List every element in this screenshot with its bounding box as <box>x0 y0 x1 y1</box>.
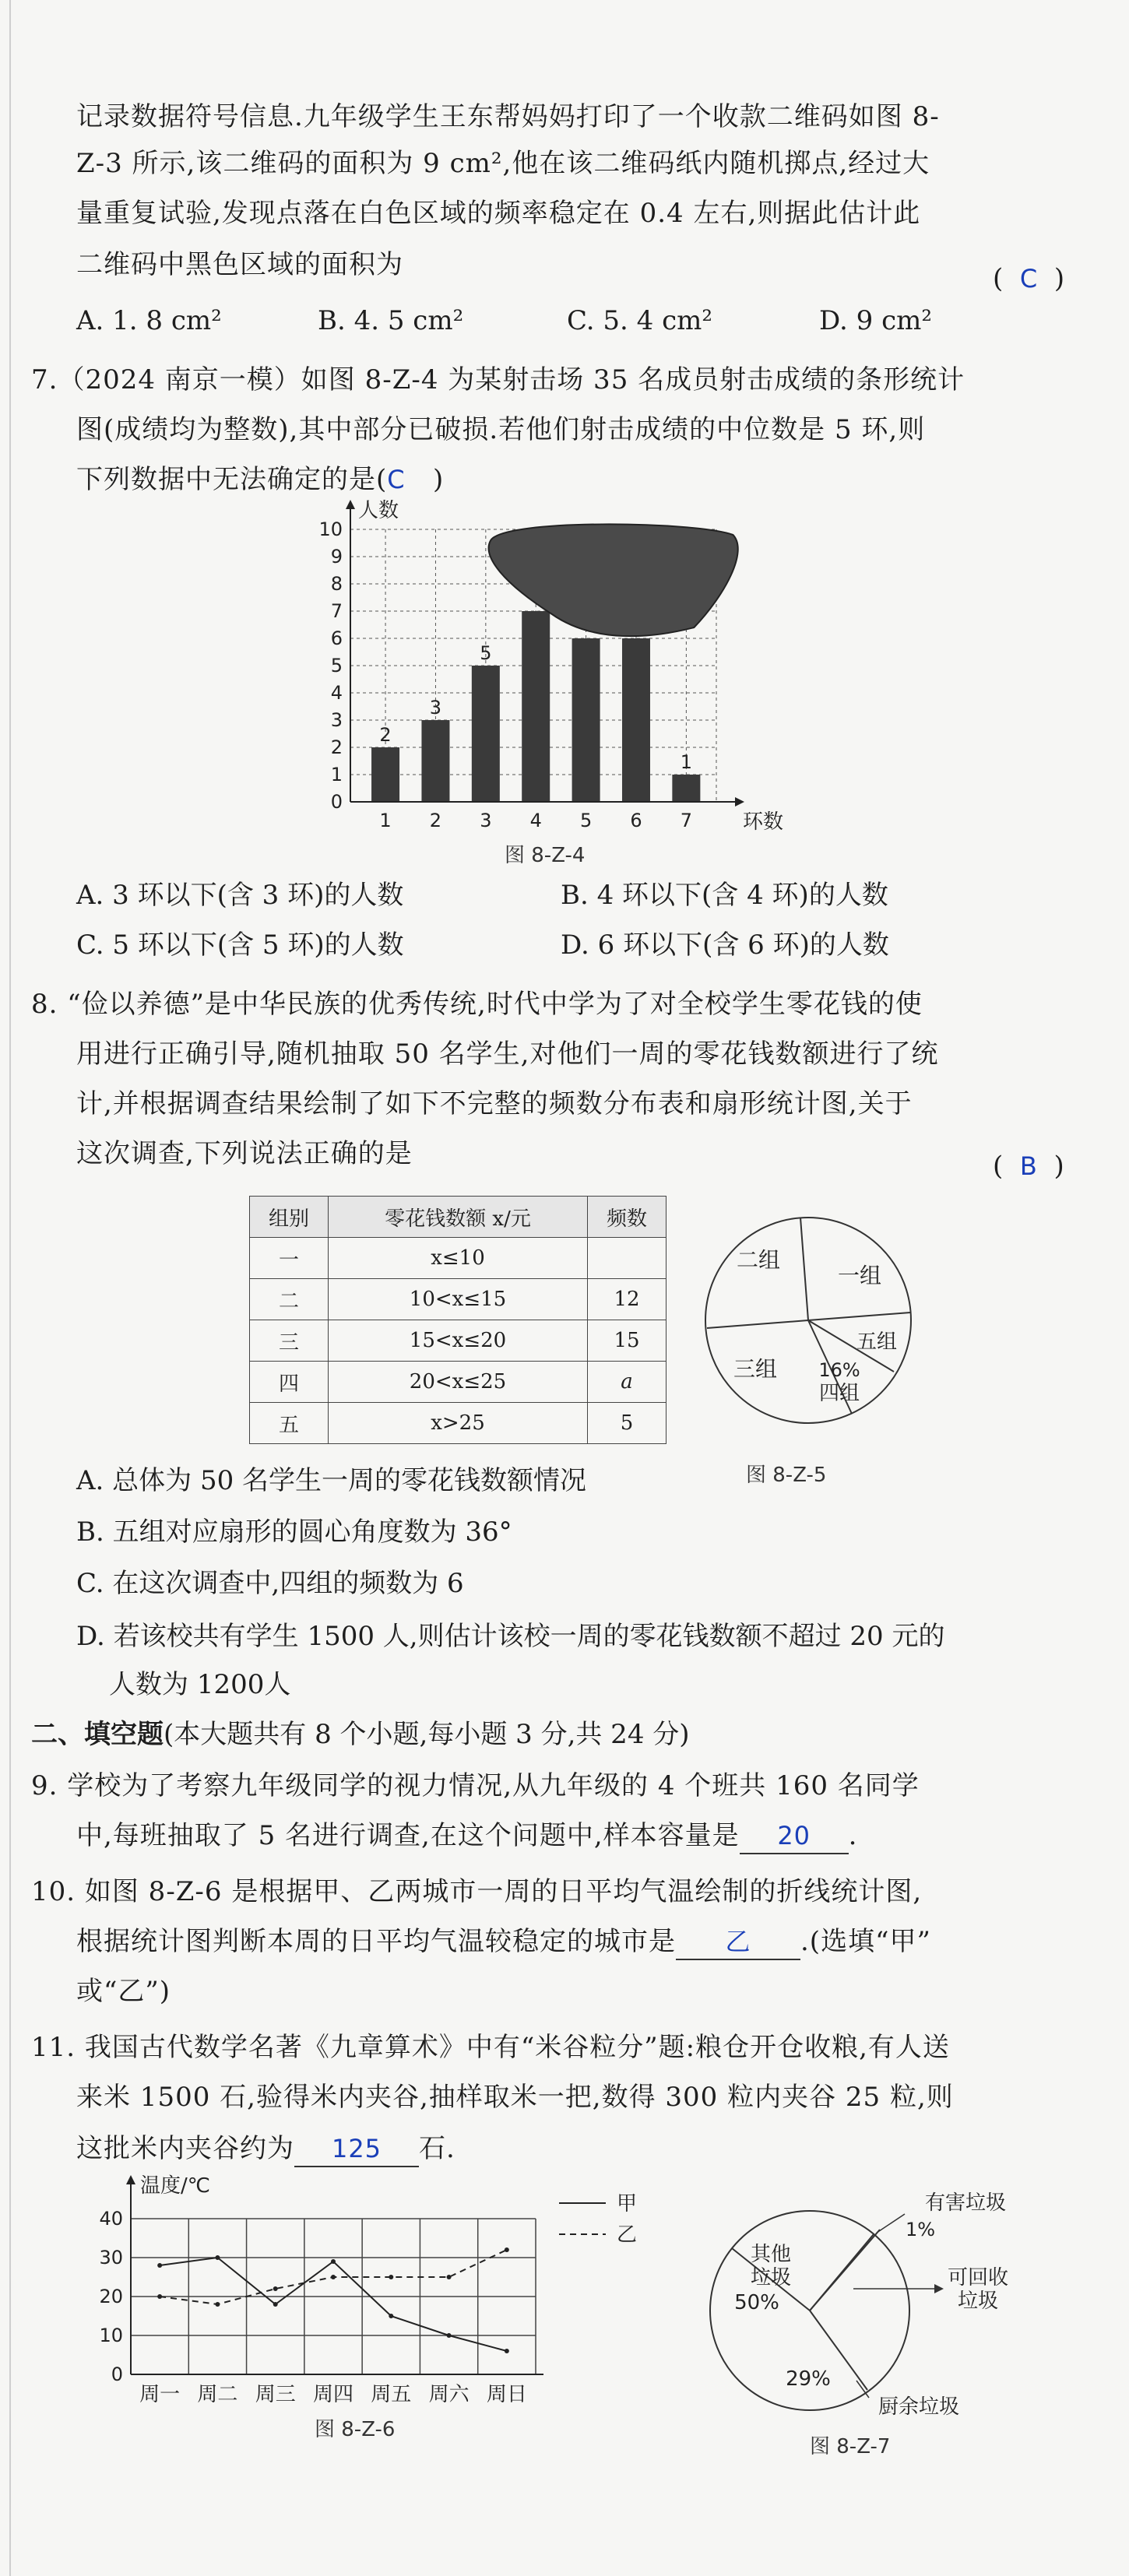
pie-divider <box>810 2230 880 2311</box>
q10-line-1: 10. 如图 8-Z-6 是根据甲、乙两城市一周的日平均气温绘制的折线统计图, <box>31 1876 923 1907</box>
q9-line-2: 中,每班抽取了 5 名进行调查,在这个问题中,样本容量是 20 . <box>76 1819 857 1854</box>
x-tick-label: 6 <box>630 810 642 831</box>
legend-label: 甲 <box>617 2192 638 2216</box>
table-cell: 12 <box>588 1279 666 1320</box>
pie-label: 厨余垃圾 <box>878 2395 960 2419</box>
bar-1 <box>371 747 399 802</box>
y-tick-label: 0 <box>330 791 343 813</box>
q7-line-1: 7.（2024 南京一模）如图 8-Z-4 为某射击场 35 名成员射击成绩的条形统计 <box>31 364 965 395</box>
pie-label: 三组 <box>733 1356 778 1382</box>
table-cell: 一 <box>250 1238 329 1279</box>
table-header-cell: 零花钱数额 x/元 <box>329 1197 588 1238</box>
table-cell: 五 <box>250 1403 329 1444</box>
y-tick-label: 1 <box>330 764 343 785</box>
x-tick-label: 2 <box>429 810 442 831</box>
pie-label: 其他 <box>750 2243 792 2266</box>
pie-divider <box>800 1218 808 1320</box>
pie-divider <box>707 1320 808 1328</box>
pie-label: 垃圾 <box>957 2290 999 2313</box>
q6-option-a: A. 1. 8 cm² <box>76 305 222 336</box>
x-axis-arrow-icon <box>735 797 744 807</box>
q6-option-b: B. 4. 5 cm² <box>318 305 464 336</box>
x-tick-label: 周日 <box>486 2383 527 2406</box>
bar-value-label: 3 <box>429 697 442 719</box>
bar-4 <box>522 611 550 802</box>
x-tick-label: 周一 <box>139 2383 181 2406</box>
data-point <box>273 2286 278 2291</box>
q8-answer-paren: ( B ) <box>993 1151 1064 1182</box>
x-tick-label: 4 <box>529 810 542 831</box>
y-tick-label: 7 <box>330 600 343 622</box>
q7-option-a: A. 3 环以下(含 3 环)的人数 <box>76 880 404 911</box>
pie-divider <box>808 1313 910 1320</box>
y-axis-label: 人数 <box>358 499 399 522</box>
bar-value-label: 2 <box>379 724 392 746</box>
data-point <box>157 2294 162 2299</box>
data-point <box>331 2275 336 2279</box>
x-tick-label: 周六 <box>428 2383 470 2406</box>
q7-option-d: D. 6 环以下(含 6 环)的人数 <box>561 930 889 961</box>
figure-caption-8-z-4: 图 8-Z-4 <box>505 844 586 867</box>
bar-chart-8-z-4 <box>296 498 794 833</box>
pie-pointer-line <box>877 2214 905 2233</box>
table-cell: 四 <box>250 1362 329 1403</box>
y-tick-label: 9 <box>330 546 343 568</box>
q8-line-4: 这次调查,下列说法正确的是 <box>76 1138 413 1169</box>
x-tick-label: 5 <box>579 810 593 831</box>
q10-line-3: 或“乙”) <box>76 1976 171 2007</box>
q6-option-d: D. 9 cm² <box>819 305 933 336</box>
q6-line-3: 量重复试验,发现点落在白色区域的频率稳定在 0.4 左右,则据此估计此 <box>76 198 921 229</box>
table-header-cell: 频数 <box>588 1197 666 1238</box>
pie-label: 四组 <box>818 1382 860 1405</box>
pie-chart-8-z-5 <box>684 1196 941 1445</box>
data-point <box>215 2255 220 2260</box>
figure-caption-8-z-6: 图 8-Z-6 <box>315 2418 396 2441</box>
data-point <box>157 2263 162 2268</box>
q8-line-1: 8. “俭以养德”是中华民族的优秀传统,时代中学为了对全校学生零花钱的使 <box>31 989 923 1020</box>
page-edge-line <box>9 0 11 2576</box>
x-tick-label: 周三 <box>255 2383 296 2406</box>
section-title: 二、填空题(本大题共有 8 个小题,每小题 3 分,共 24 分) <box>31 1719 690 1750</box>
pie-label: 1% <box>905 2219 936 2240</box>
q6-line-1: 记录数据符号信息.九年级学生王东帮妈妈打印了一个收款二维码如图 8- <box>76 101 940 132</box>
q8-line-3: 计,并根据调查结果绘制了如下不完整的频数分布表和扇形统计图,关于 <box>76 1088 913 1119</box>
bar-3 <box>472 666 500 802</box>
table-header-cell: 组别 <box>250 1197 329 1238</box>
table-cell: x≤10 <box>329 1238 588 1279</box>
y-tick-label: 40 <box>99 2208 123 2230</box>
x-tick-label: 7 <box>680 810 693 831</box>
data-point <box>447 2275 452 2279</box>
data-point <box>273 2302 278 2307</box>
q11-line-1: 11. 我国古代数学名著《九章算术》中有“米谷粒分”题:粮仓开仓收粮,有人送 <box>31 2032 950 2063</box>
line-chart-8-z-6 <box>84 2172 676 2413</box>
table-row <box>250 1238 666 1279</box>
q8-option-b: B. 五组对应扇形的圆心角度数为 36° <box>76 1516 512 1548</box>
y-tick-label: 10 <box>99 2325 123 2346</box>
y-tick-label: 5 <box>330 655 343 677</box>
x-tick-label: 3 <box>480 810 492 831</box>
pie-label: 有害垃圾 <box>924 2191 1007 2215</box>
table-cell: 二 <box>250 1279 329 1320</box>
q7-option-b: B. 4 环以下(含 4 环)的人数 <box>561 880 888 911</box>
q11-line-3: 这批米内夹谷约为 125 石. <box>76 2131 455 2167</box>
pie-label: 一组 <box>837 1263 882 1288</box>
table-cell: 20<x≤25 <box>329 1362 588 1403</box>
pie-label: 五组 <box>856 1330 898 1354</box>
y-axis-label: 温度/℃ <box>140 2174 210 2198</box>
q9-line-1: 9. 学校为了考察九年级同学的视力情况,从九年级的 4 个班共 160 名同学 <box>31 1770 920 1801</box>
bar-2 <box>421 720 449 802</box>
y-tick-label: 2 <box>330 736 343 758</box>
q8-answer: B <box>1019 1151 1037 1181</box>
y-tick-label: 6 <box>330 627 343 649</box>
q6-line-4: 二维码中黑色区域的面积为 <box>76 249 403 280</box>
x-tick-label: 周二 <box>197 2383 238 2406</box>
figure-caption-8-z-7: 图 8-Z-7 <box>810 2435 891 2458</box>
bar-6 <box>622 638 650 802</box>
x-tick-label: 1 <box>379 810 392 831</box>
pie-label: 二组 <box>736 1247 781 1273</box>
q7-line-3: 下列数据中无法确定的是(C ) <box>76 464 445 495</box>
q8-option-c: C. 在这次调查中,四组的频数为 6 <box>76 1568 464 1599</box>
table-cell: 5 <box>588 1403 666 1444</box>
pie-label: 可回收 <box>947 2266 1009 2290</box>
table-cell: 15 <box>588 1320 666 1362</box>
bar-value-label: 1 <box>680 751 693 773</box>
data-point <box>389 2275 393 2279</box>
y-tick-label: 0 <box>111 2363 123 2385</box>
data-point <box>389 2314 393 2318</box>
q9-answer: 20 <box>777 1821 811 1850</box>
data-point <box>215 2302 220 2307</box>
table-cell: 10<x≤15 <box>329 1279 588 1320</box>
bar-7 <box>672 775 700 802</box>
q10-line-2: 根据统计图判断本周的日平均气温较稳定的城市是 乙 .(选填“甲” <box>76 1924 931 1960</box>
table-header-row <box>250 1197 666 1238</box>
data-point <box>331 2259 336 2264</box>
q6-answer-paren: ( C ) <box>993 263 1065 294</box>
q7-option-c: C. 5 环以下(含 5 环)的人数 <box>76 930 404 961</box>
y-axis-arrow-icon <box>346 500 355 509</box>
table-row <box>250 1362 666 1403</box>
q8-option-d-continued: 人数为 1200人 <box>109 1669 291 1700</box>
y-tick-label: 4 <box>330 682 343 704</box>
y-tick-label: 3 <box>330 709 343 731</box>
y-tick-label: 8 <box>330 573 343 595</box>
q6-option-c: C. 5. 4 cm² <box>567 305 713 336</box>
legend-label: 乙 <box>617 2223 638 2247</box>
y-tick-label: 20 <box>99 2286 123 2307</box>
pie-label: 50% <box>734 2291 779 2314</box>
table-cell: 三 <box>250 1320 329 1362</box>
q6-line-2: Z-3 所示,该二维码的面积为 9 cm²,他在该二维码纸内随机掷点,经过大 <box>76 148 930 179</box>
pie-label: 29% <box>786 2367 831 2391</box>
pie-label: 16% <box>818 1359 860 1381</box>
table-row <box>250 1403 666 1444</box>
figure-caption-8-z-5: 图 8-Z-5 <box>746 1464 827 1487</box>
frequency-table <box>249 1196 666 1444</box>
x-tick-label: 周五 <box>371 2383 412 2406</box>
table-cell: a <box>588 1362 666 1403</box>
q7-answer: C <box>387 465 406 494</box>
table-cell: 15<x≤20 <box>329 1320 588 1362</box>
q6-answer: C <box>1019 264 1038 293</box>
table-row <box>250 1320 666 1362</box>
data-point <box>447 2333 452 2338</box>
table-cell <box>588 1238 666 1279</box>
q7-line-2: 图(成绩均为整数),其中部分已破损.若他们射击成绩的中位数是 5 环,则 <box>76 414 926 445</box>
y-tick-label: 30 <box>99 2247 123 2268</box>
data-point <box>505 2349 509 2353</box>
x-tick-label: 周四 <box>312 2383 354 2406</box>
table-cell: x>25 <box>329 1403 588 1444</box>
bar-value-label: 5 <box>480 642 492 664</box>
y-tick-label: 10 <box>318 518 343 540</box>
y-axis-arrow-icon <box>126 2175 135 2184</box>
data-point <box>505 2247 509 2252</box>
pie-label: 垃圾 <box>750 2266 792 2290</box>
arrow-head-icon <box>934 2284 944 2293</box>
q11-line-2: 来米 1500 石,验得米内夹谷,抽样取米一把,数得 300 粒内夹谷 25 粒,则 <box>76 2082 954 2113</box>
table-row <box>250 1279 666 1320</box>
q8-option-d: D. 若该校共有学生 1500 人,则估计该校一周的零花钱数额不超过 20 元的 <box>76 1621 945 1652</box>
q8-option-a: A. 总体为 50 名学生一周的零花钱数额情况 <box>76 1465 587 1496</box>
q8-line-2: 用进行正确引导,随机抽取 50 名学生,对他们一周的零花钱数额进行了统 <box>76 1038 939 1070</box>
q11-answer: 125 <box>331 2134 382 2163</box>
pie-chart-8-z-7 <box>701 2180 1106 2437</box>
bar-5 <box>572 638 600 802</box>
series-line-jia <box>160 2258 507 2351</box>
q10-answer: 乙 <box>725 1927 751 1956</box>
x-axis-label: 环数 <box>743 810 784 833</box>
